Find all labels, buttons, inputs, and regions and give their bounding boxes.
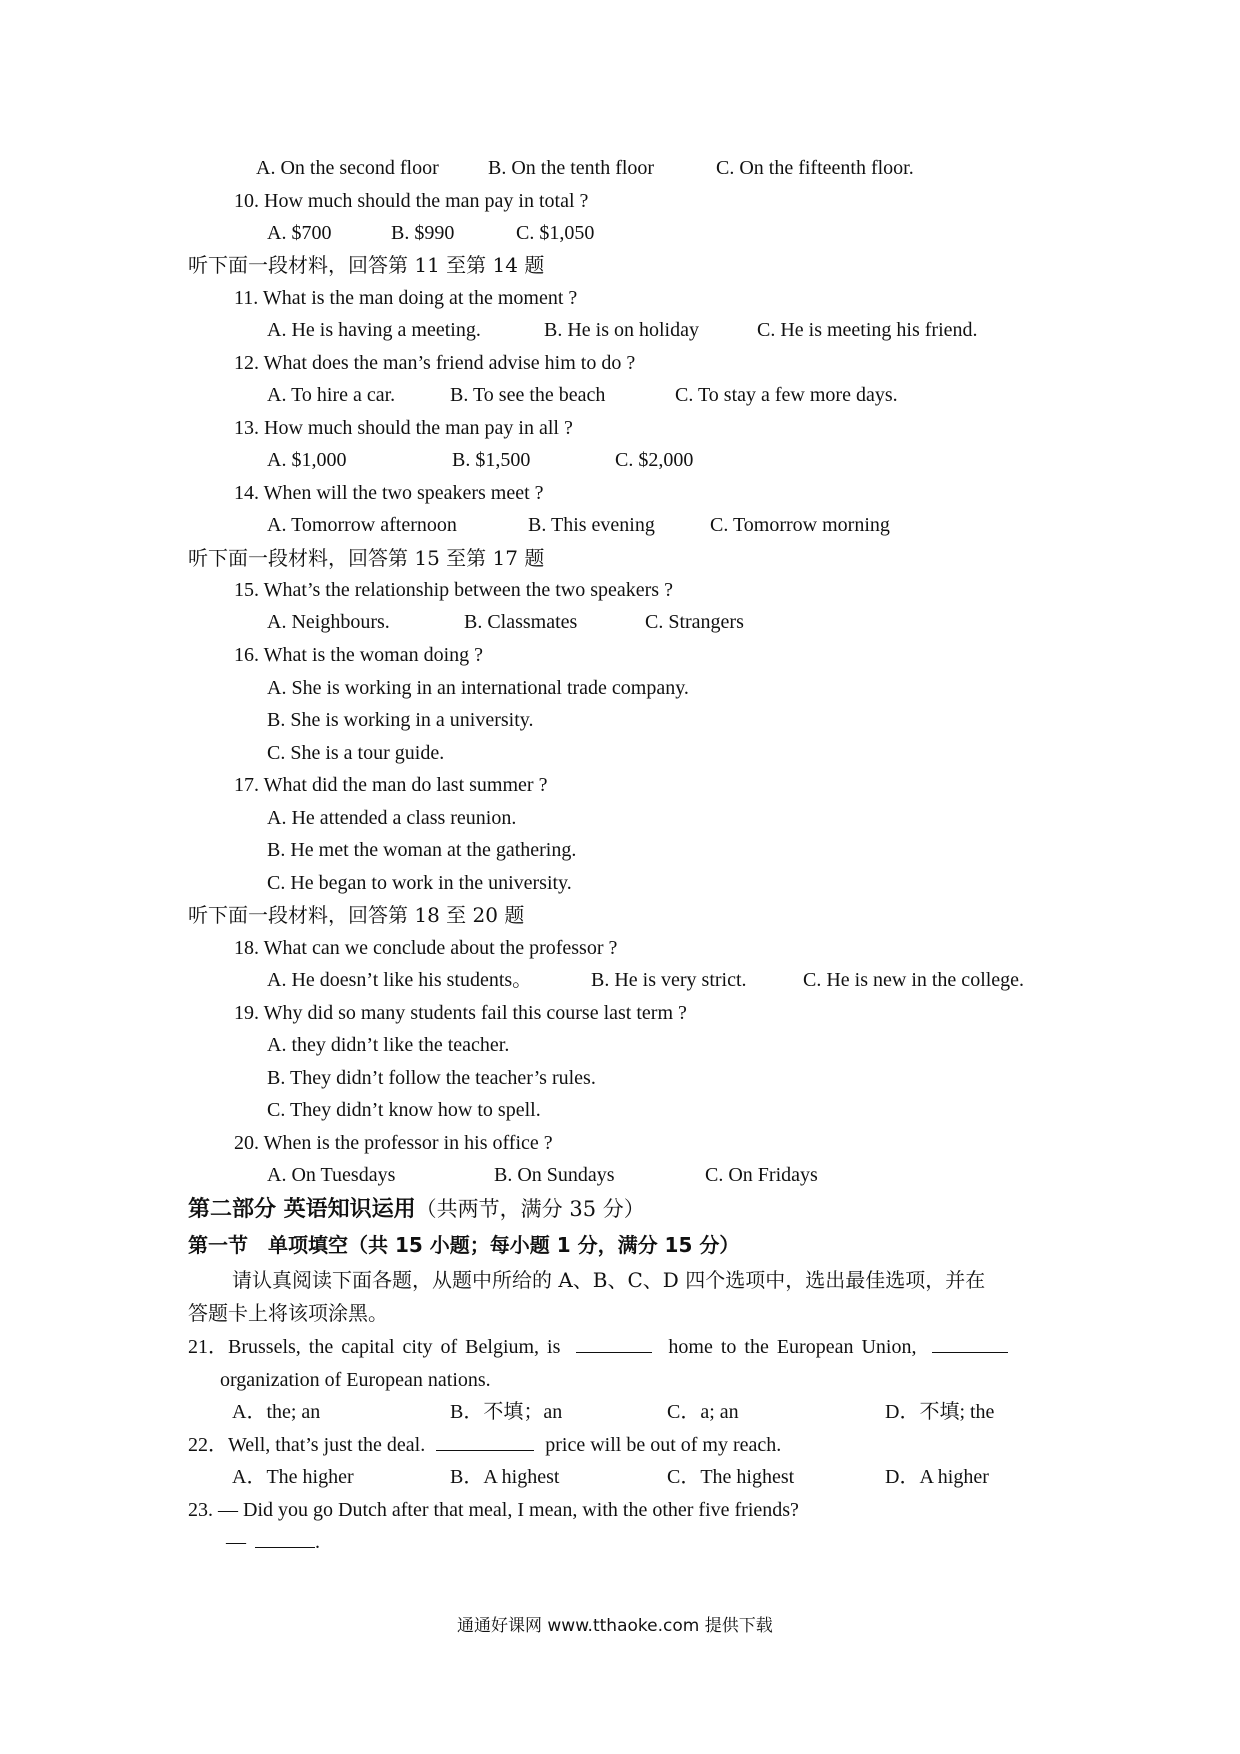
q12-option-a: A. To hire a car.	[267, 384, 396, 406]
q11-option-c: C. He is meeting his friend.	[757, 319, 978, 341]
q11-option-a: A. He is having a meeting.	[267, 319, 481, 341]
q21-line-2: organization of European nations.	[220, 1369, 491, 1391]
q16-option-a: A. She is working in an international trade company.	[267, 677, 689, 699]
q16-option-b: B. She is working in a university.	[267, 709, 534, 731]
q17-option-c: C. He began to work in the university.	[267, 872, 572, 894]
q13-question: 13. How much should the man pay in all ?	[234, 417, 573, 439]
q14-option-b: B. This evening	[528, 514, 655, 536]
page-footer: 通通好课网 www.tthaoke.com 提供下载	[457, 1616, 773, 1636]
q14-option-a: A. Tomorrow afternoon	[267, 514, 457, 536]
q11-question: 11. What is the man doing at the moment ?	[234, 287, 578, 309]
q18-option-c: C. He is new in the college.	[803, 969, 1025, 991]
section-header-18-20: 听下面一段材料，回答第 18 至 20 题	[188, 903, 525, 927]
q21-option-a: A．the; an	[232, 1401, 321, 1423]
q21-blank-2	[932, 1352, 1008, 1353]
q22-part2: price will be out of my reach.	[545, 1434, 782, 1456]
q10-option-c: C. $1,050	[516, 222, 595, 244]
q13-option-c: C. $2,000	[615, 449, 694, 471]
section-header-15-17: 听下面一段材料，回答第 15 至第 17 题	[188, 546, 545, 570]
q18-option-a: A. He doesn’t like his students。	[267, 969, 533, 991]
q14-option-c: C. Tomorrow morning	[710, 514, 890, 536]
q12-option-b: B. To see the beach	[450, 384, 606, 406]
part2-heading	[188, 1199, 645, 1221]
q10-option-b: B. $990	[391, 222, 455, 244]
q18-option-b: B. He is very strict.	[591, 969, 747, 991]
q17-option-b: B. He met the woman at the gathering.	[267, 839, 577, 861]
q17-option-a: A. He attended a class reunion.	[267, 807, 517, 829]
q19-option-b: B. They didn’t follow the teacher’s rules.	[267, 1067, 596, 1089]
q10-question: 10. How much should the man pay in total ?	[234, 190, 589, 212]
q15-option-a: A. Neighbours.	[267, 611, 390, 633]
q21-blank-1	[576, 1352, 652, 1353]
q10-option-a: A. $700	[267, 222, 332, 244]
q22-part1: 22．Well, that’s just the deal.	[188, 1434, 426, 1456]
q21-option-b: B．不填；an	[450, 1401, 563, 1423]
q15-question: 15. What’s the relationship between the two speakers ?	[234, 579, 673, 601]
part2-note: （共两节，满分 35 分）	[415, 1197, 645, 1221]
q19-option-a: A. they didn’t like the teacher.	[267, 1034, 510, 1056]
q9-option-a: A. On the second floor	[256, 157, 439, 179]
q21-option-d: D．不填; the	[885, 1401, 995, 1423]
section-header-11-14: 听下面一段材料，回答第 11 至第 14 题	[188, 253, 545, 277]
q22-option-a: A．The higher	[232, 1466, 354, 1488]
q12-question: 12. What does the man’s friend advise him to do ?	[234, 352, 636, 374]
q9-option-c: C. On the fifteenth floor.	[716, 157, 914, 179]
q23-answer	[226, 1532, 320, 1552]
q20-question: 20. When is the professor in his office ?	[234, 1132, 553, 1154]
q23-answer-prefix: —	[226, 1531, 246, 1553]
q19-option-c: C. They didn’t know how to spell.	[267, 1099, 541, 1121]
section1-heading: 第一节 单项填空（共 15 小题；每小题 1 分，满分 15 分）	[188, 1233, 740, 1257]
q22-option-c: C．The highest	[667, 1466, 795, 1488]
q23-question: 23. — Did you go Dutch after that meal, I mean, with the other five friends?	[188, 1499, 799, 1521]
q22-option-d: D．A higher	[885, 1466, 989, 1488]
q17-question: 17. What did the man do last summer ?	[234, 774, 548, 796]
instruction-line-1: 请认真阅读下面各题，从题中所给的 A、B、C、D 四个选项中，选出最佳选项，并在	[232, 1268, 986, 1292]
q20-option-c: C. On Fridays	[705, 1164, 818, 1186]
q22-option-b: B．A highest	[450, 1466, 560, 1488]
q21-part2: home to the European Union,	[668, 1336, 917, 1358]
q21-part1: 21．Brussels, the capital city of Belgium, is	[188, 1336, 561, 1358]
q20-option-a: A. On Tuesdays	[267, 1164, 396, 1186]
q15-option-b: B. Classmates	[464, 611, 578, 633]
q9-option-b: B. On the tenth floor	[488, 157, 655, 179]
q23-blank	[255, 1547, 315, 1548]
q19-question: 19. Why did so many students fail this course last term ?	[234, 1002, 687, 1024]
q11-option-b: B. He is on holiday	[544, 319, 699, 341]
instruction-line-2: 答题卡上将该项涂黑。	[188, 1301, 388, 1325]
q13-option-b: B. $1,500	[452, 449, 531, 471]
q14-question: 14. When will the two speakers meet ?	[234, 482, 544, 504]
q16-option-c: C. She is a tour guide.	[267, 742, 445, 764]
q21-question	[188, 1337, 1008, 1357]
q20-option-b: B. On Sundays	[494, 1164, 615, 1186]
q21-option-c: C．a; an	[667, 1401, 739, 1423]
q22-blank	[436, 1450, 534, 1451]
q13-option-a: A. $1,000	[267, 449, 347, 471]
q16-question: 16. What is the woman doing ?	[234, 644, 484, 666]
q23-answer-suffix: .	[315, 1531, 320, 1553]
q12-option-c: C. To stay a few more days.	[675, 384, 898, 406]
q18-question: 18. What can we conclude about the professor ?	[234, 937, 618, 959]
part2-title: 第二部分 英语知识运用	[188, 1197, 416, 1222]
q15-option-c: C. Strangers	[645, 611, 744, 633]
q22-question	[188, 1435, 781, 1455]
